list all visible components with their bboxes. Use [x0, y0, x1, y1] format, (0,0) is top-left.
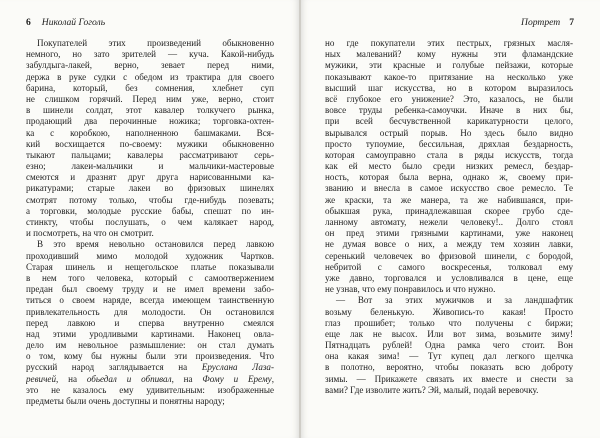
- text-line: немного, но зато зрителей — куча. Какой-нибудь: [26, 49, 274, 60]
- right-page-number: 7: [569, 17, 574, 28]
- text-line: смеются и дразнят друг друга нарисованными ка-: [26, 172, 274, 183]
- text-line: уже давно, торговался и условливался в цене, еще: [325, 272, 573, 283]
- text-line: стинкту, чтобы послушать, о чем калякает народ,: [26, 217, 274, 227]
- text-line: предан был своему труду и не имел времени забо-: [26, 284, 274, 295]
- text-line: всё глубокое его унижение? Это, казалось, не были: [325, 93, 573, 104]
- text-line: которая самоуправно стала в ряды искусств, тогда: [325, 149, 573, 160]
- text-line: ланному автомату, нежели человеку!.. Долго стоял: [325, 217, 573, 227]
- text-line: Старая шинель и нещегольское платье показывали: [26, 261, 274, 272]
- text-line: о том, кому бы нужны были эти произведения. Что: [26, 351, 274, 362]
- text-line: тыкают пальцами; кавалеры рассматривают серь-: [26, 149, 274, 160]
- right-page: [301, 0, 600, 438]
- text-line: еще лак не высох. Или вот зима, возьмите зиму!: [325, 328, 573, 339]
- text-line: глаз прошибет; только что получены с биржи;: [325, 317, 573, 328]
- text-line: но где покупатели этих пестрых, грязных масля-: [325, 38, 573, 48]
- left-running-header: [26, 17, 105, 29]
- title-running-head: Портрет: [521, 17, 561, 28]
- text-line: и посмотреть, на что он смотрит.: [26, 228, 154, 239]
- text-line: ревичей, на обьедал и обпивал, на Фому и Ерему,: [26, 373, 274, 384]
- text-line: титься о своем наряде, всегда имеющем таинственную: [26, 295, 274, 306]
- text-line: это не казалось ему удивительным: изображенные: [26, 384, 274, 395]
- text-line: просто тупоумие, бессильная, дряхлая бездарность,: [325, 138, 573, 149]
- text-line: а торговки, молодые русские бабы, спешат по ин-: [26, 205, 274, 216]
- text-line: вырывался острый порыв. Но здесь было видно: [325, 127, 573, 138]
- text-line: над этими уродливыми картинами. Наконец овла-: [26, 328, 274, 339]
- text-line: в шинели солдат, этот кавалер толкучего рынка,: [26, 105, 274, 116]
- text-line: В это время невольно остановился перед лавкою: [37, 239, 274, 250]
- text-line: русский народ заглядывается на Еруслана Лаза-: [26, 362, 274, 373]
- text-line: она какая зима! — Тут купец дал легкого щелчка: [325, 351, 573, 362]
- text-line: барина, который, без сомнения, хлебнет суп: [26, 82, 274, 93]
- text-line: как ей место было среди низких ремесл, бездар-: [325, 161, 573, 172]
- text-line: ных малеваний? кому нужны эти фламандские: [325, 49, 573, 60]
- text-line: званию и внесла в самое искусство свое ремесло. Те: [325, 183, 573, 194]
- left-page: [0, 0, 299, 438]
- text-line: ность, которая была верна, однако ж, своему при-: [325, 172, 573, 183]
- text-line: серенький человечек во фризовой шинели, с бородой,: [325, 250, 573, 261]
- text-line: обыкшая рука, принадлежавшая скорее грубо сде-: [325, 205, 573, 216]
- text-line: езно; лакеи-мальчики и мальчики-мастеровые: [26, 161, 274, 172]
- text-line: не думая вовсе о них, а между тем хозяин лавки,: [325, 239, 573, 250]
- text-line: вовсе труды ребенка-самоучки. Иначе в них бы,: [325, 105, 573, 116]
- text-line: Покупателей этих произведений обыкновенно: [37, 38, 274, 48]
- text-line: проходивший мимо молодой художник Чартков.: [26, 250, 274, 261]
- text-line: перед лавкою и сперва внутренно смеялся: [26, 317, 274, 328]
- text-line: продающий два перочинные ножика; торговка-охтен-: [26, 116, 274, 127]
- author-running-head: Николай Гоголь: [41, 17, 106, 28]
- text-line: мужики, эти красные и голубые пейзажи, которые: [325, 60, 573, 71]
- text-line: не узнав, что ему понравилось и что нужно.: [325, 284, 496, 295]
- text-line: ка с коробкою, наполненною башмаками. Вся-: [26, 127, 274, 138]
- text-line: в нем того человека, который с самоотвержением: [26, 272, 274, 283]
- text-line: показывают какое-то притязание на несколько уже: [325, 71, 573, 82]
- text-line: смотрят потому только, чтобы где-нибудь позевать;: [26, 194, 274, 205]
- text-line: высший шаг искусства, но в котором выразилось: [325, 82, 573, 93]
- text-line: кий восхищается по-своему: мужики обыкновенно: [26, 138, 274, 149]
- text-line: дело им невольное размышление: он стал думать: [26, 340, 274, 351]
- text-line: привлекательность для молодости. Он остановился: [26, 306, 274, 317]
- text-line: небритой с самого воскресенья, толковал ему: [325, 261, 573, 272]
- text-line: же краски, та же манера, та же набившаяся, при-: [325, 194, 573, 205]
- text-line: забулдыга-лакей, верно, зевает перед ними,: [26, 60, 274, 71]
- left-page-number: 6: [26, 17, 31, 28]
- left-page-text: [26, 38, 274, 407]
- right-running-header: [521, 17, 574, 29]
- text-line: не слишком горячий. Перед ним уже, верно, стоит: [26, 93, 274, 104]
- text-line: вами? Где изволите жить? Эй, малый, подай веревочку.: [325, 384, 539, 395]
- text-line: в полотно, вероятно, чтобы показать всю доброту: [325, 362, 573, 373]
- text-line: держа в руке судки с обедом из трактира для своего: [26, 71, 274, 82]
- text-line: при всей бесчувственной карикатурности целого,: [325, 116, 573, 127]
- text-line: Пятнадцать рублей! Одна рамка чего стоит. Вон: [325, 340, 573, 351]
- text-line: предметы были очень доступны и понятны народу;: [26, 396, 225, 406]
- text-line: он пред этими грязными картинами, уже наконец: [325, 228, 573, 239]
- text-line: рикатурами; старые лакеи во фризовых шинелях: [26, 183, 274, 194]
- right-page-text: [325, 38, 573, 396]
- text-line: — Вот за этих мужичков и за ландшафтик: [336, 295, 573, 306]
- text-line: зимы. — Прикажете связать их вместе и снести за: [325, 373, 573, 384]
- text-line: возьму беленькую. Живопись-то какая! Просто: [325, 306, 573, 317]
